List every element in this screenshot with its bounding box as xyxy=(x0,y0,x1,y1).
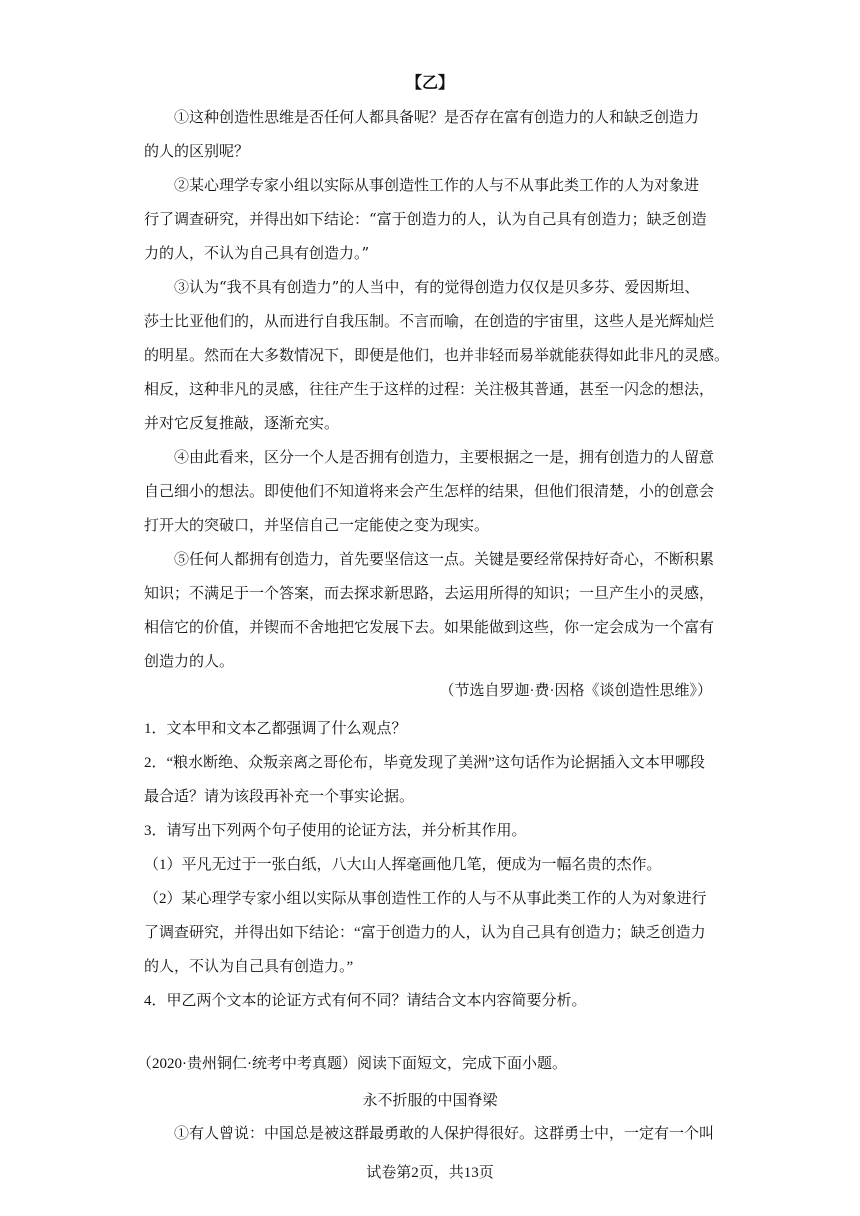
paragraph-line: 自己细小的想法。即使他们不知道将来会产生怎样的结果，但他们很清楚，小的创意会 xyxy=(144,482,715,500)
question-3-sub-2 xyxy=(144,882,724,984)
question-line: 最合适？请为该段再补充一个事实论据。 xyxy=(144,789,415,805)
paragraph-line: 相信它的价值，并锲而不舍地把它发展下去。如果能做到这些，你一定会成为一个富有 xyxy=(144,618,715,636)
question-line: 了调查研究，并得出如下结论：“富于创造力的人，认为自己具有创造力；缺乏创造力 xyxy=(144,925,706,941)
paragraph-line: 行了调查研究，并得出如下结论：“富于创造力的人，认为自己具有创造力；缺乏创造 xyxy=(144,210,707,228)
question-2 xyxy=(144,746,724,814)
paragraph-line: 创造力的人。 xyxy=(144,652,235,670)
paragraph-4 xyxy=(144,440,724,542)
paragraph-line: 莎士比亚他们的，从而进行自我压制。不言而喻，在创造的宇宙里，这些人是光辉灿烂 xyxy=(144,312,715,330)
source-citation: （节选自罗迦·费·因格《谈创造性思维》） xyxy=(439,683,712,699)
paragraph-5 xyxy=(144,542,724,678)
paragraph-line: ④由此看来，区分一个人是否拥有创造力，主要根据之一是，拥有创造力的人留意 xyxy=(174,448,715,466)
paragraph-2 xyxy=(144,168,724,270)
question-1 xyxy=(144,712,724,746)
paragraph-line: 力的人，不认为自己具有创造力。” xyxy=(144,244,370,262)
next-section-intro: （2020·贵州铜仁·统考中考真题）阅读下面短文，完成下面小题。 xyxy=(137,1056,567,1072)
paragraph-line: 知识；不满足于一个答案，而去探求新思路，去运用所得的知识；一旦产生小的灵感， xyxy=(144,584,715,602)
article-title: 永不折服的中国脊梁 xyxy=(362,1091,498,1109)
question-line: 4．甲乙两个文本的论证方式有何不同？请结合文本内容简要分析。 xyxy=(144,993,587,1009)
paragraph-line: 的明星。然而在大多数情况下，即便是他们，也并非轻而易举就能获得如此非凡的灵感。 xyxy=(144,346,730,364)
section-heading: 【乙】 xyxy=(405,73,454,92)
paragraph-line: ②某心理学专家小组以实际从事创造性工作的人与不从事此类工作的人为对象进 xyxy=(174,176,700,194)
paragraph-line: ①这种创造性思维是否任何人都具备呢？是否存在富有创造力的人和缺乏创造力 xyxy=(174,108,700,126)
question-line: （2）某心理学专家小组以实际从事创造性工作的人与不从事此类工作的人为对象进行 xyxy=(144,891,707,907)
paragraph-line: 的人的区别呢？ xyxy=(144,142,250,160)
question-line: 的人，不认为自己具有创造力。” xyxy=(144,959,354,975)
paragraph-line: ③认为“我不具有创造力”的人当中，有的觉得创造力仅仅是贝多芬、爱因斯坦、 xyxy=(174,278,700,296)
page-footer: 试卷第2页，共13页 xyxy=(366,1165,494,1181)
question-3 xyxy=(144,814,724,848)
paragraph-line: ①有人曾说：中国总是被这群最勇敢的人保护得很好。这群勇士中，一定有一个叫 xyxy=(174,1124,715,1142)
paragraph-line: ⑤任何人都拥有创造力，首先要坚信这一点。关键是要经常保持好奇心，不断积累 xyxy=(174,550,715,568)
paragraph-3 xyxy=(144,270,730,440)
paragraph-1 xyxy=(144,100,724,168)
article-paragraph-1 xyxy=(144,1116,724,1150)
question-4 xyxy=(144,984,724,1018)
question-line: （1）平凡无过于一张白纸，八大山人挥毫画他几笔，便成为一幅名贵的杰作。 xyxy=(144,857,662,873)
paragraph-line: 打开大的突破口，并坚信自己一定能使之变为现实。 xyxy=(144,516,490,534)
paragraph-line: 并对它反复推敲，逐渐充实。 xyxy=(144,414,340,432)
paragraph-line: 相反，这种非凡的灵感，往往产生于这样的过程：关注极其普通，甚至一闪念的想法， xyxy=(144,380,715,398)
question-line: 1．文本甲和文本乙都强调了什么观点？ xyxy=(144,721,407,737)
question-3-sub-1 xyxy=(144,848,724,882)
question-line: 3．请写出下列两个句子使用的论证方法，并分析其作用。 xyxy=(144,823,527,839)
question-line: 2．“粮水断绝、众叛亲离之哥伦布，毕竟发现了美洲”这句话作为论据插入文本甲哪段 xyxy=(144,755,705,771)
